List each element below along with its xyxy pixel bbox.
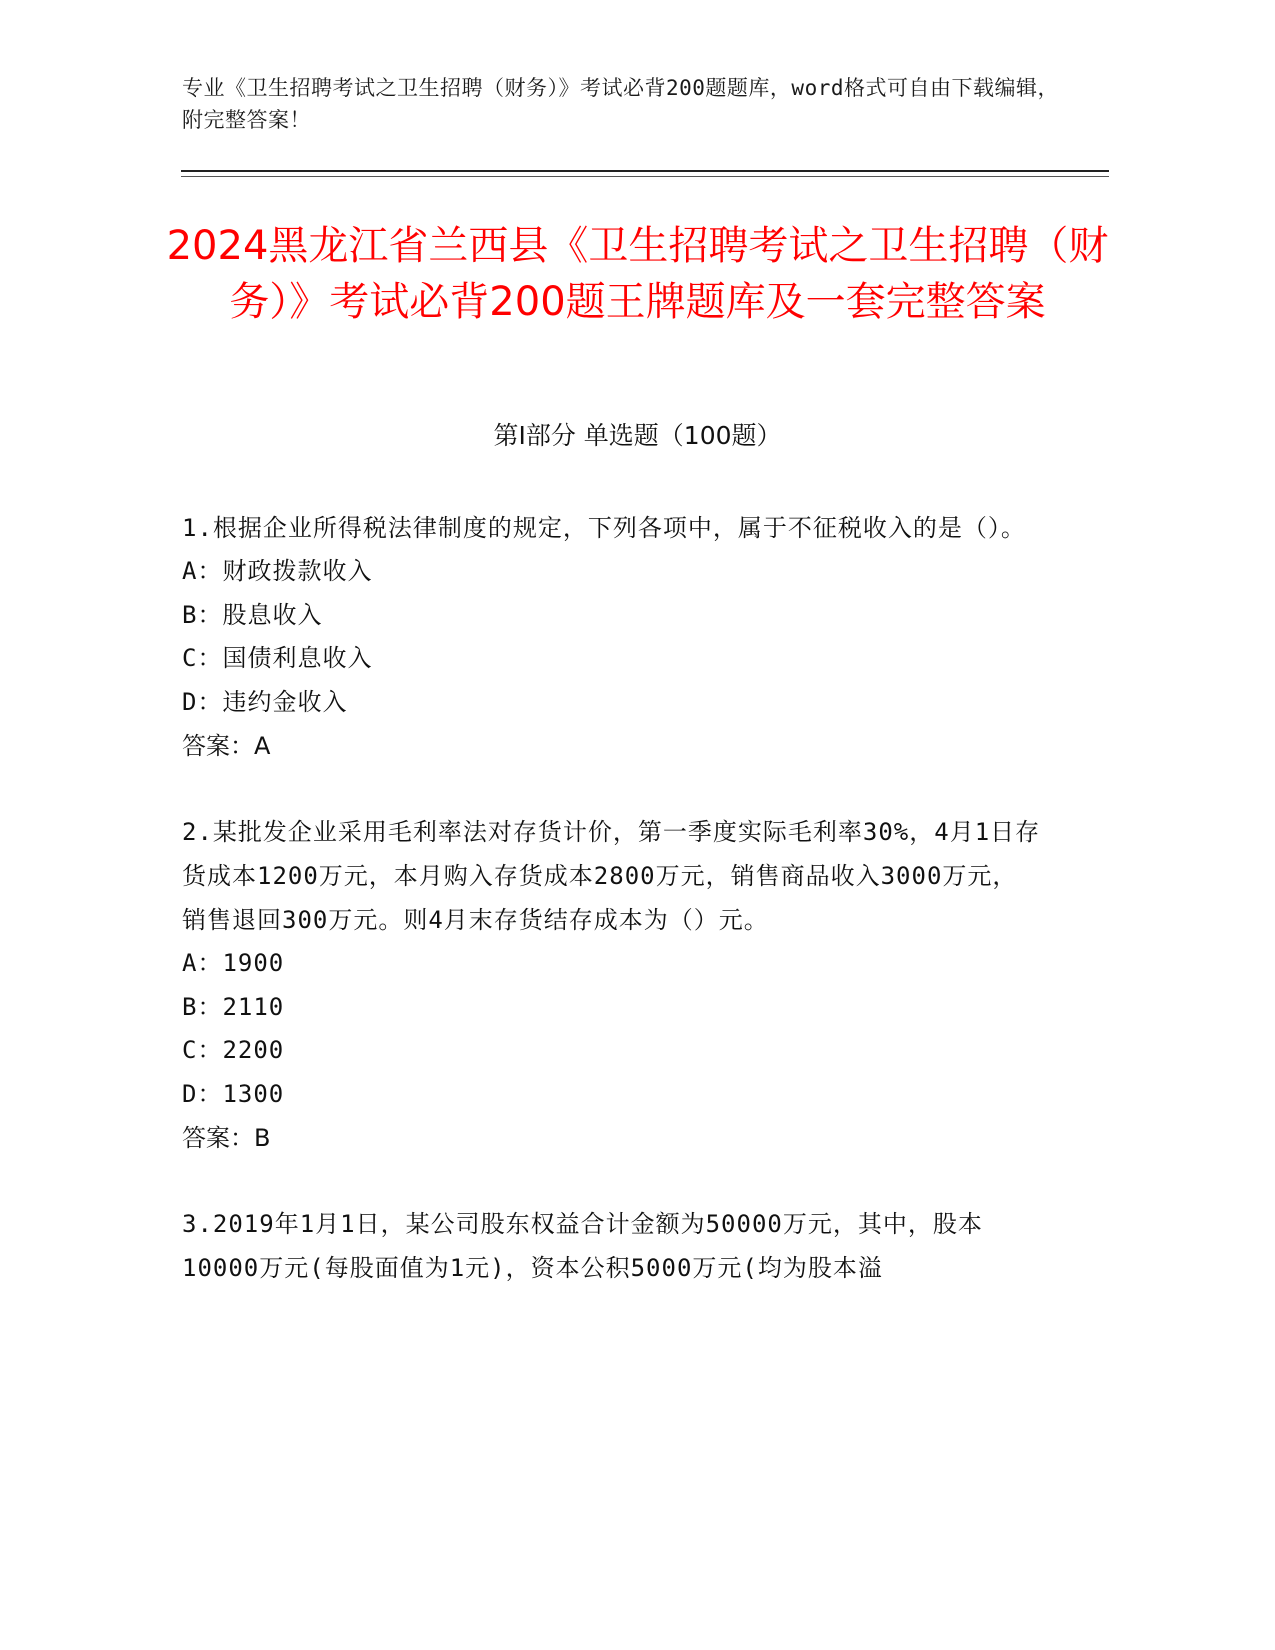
header-divider-thin	[181, 176, 1109, 177]
question-list	[182, 506, 1042, 1332]
option-a: A：1900	[182, 949, 285, 977]
question-stem: 2.某批发企业采用毛利率法对存货计价，第一季度实际毛利率30%，4月1日存货成本1200万元，本月购入存货成本2800万元，销售商品收入3000万元，销售退回300万元。则4月末存货结存成本为（）元。	[182, 818, 1041, 934]
document-title: 2024黑龙江省兰西县《卫生招聘考试之卫生招聘（财务）》考试必背200题王牌题库及一套完整答案	[166, 223, 1109, 325]
section-heading: 第I部分 单选题（100题）	[493, 421, 782, 450]
header-note: 专业《卫生招聘考试之卫生招聘（财务）》考试必背200题题库，word格式可自由下载编辑，附完整答案！	[182, 76, 1059, 132]
option-b: B：2110	[182, 992, 285, 1021]
answer-label: 答案：B	[182, 1124, 271, 1152]
question-stem: 1.根据企业所得税法律制度的规定，下列各项中，属于不征税收入的是（）。	[182, 514, 1026, 542]
question-1	[182, 506, 1042, 768]
option-d: D：违约金收入	[182, 687, 348, 716]
header-divider-thick	[181, 170, 1109, 172]
answer-label: 答案：A	[182, 732, 271, 760]
question-2	[182, 810, 1042, 1160]
option-d: D：1300	[182, 1079, 285, 1108]
question-stem: 3.2019年1月1日，某公司股东权益合计金额为50000万元，其中，股本10000万元(每股面值为1元)，资本公积5000万元(均为股本溢	[182, 1210, 983, 1282]
option-c: C：2200	[182, 1036, 285, 1064]
option-a: A：财政拨款收入	[182, 557, 373, 585]
option-c: C：国债利息收入	[182, 644, 373, 672]
question-3	[182, 1202, 1042, 1290]
option-b: B：股息收入	[182, 600, 323, 629]
